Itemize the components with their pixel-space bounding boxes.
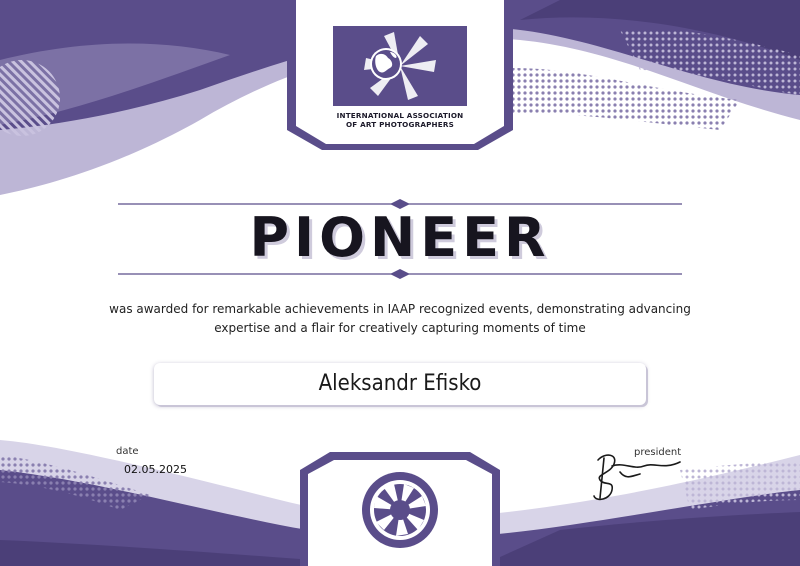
date-value: 02.05.2025 [124, 463, 187, 476]
organization-name [318, 111, 482, 129]
president-label: president [634, 447, 682, 458]
recipient-name: Aleksandr Efisko [318, 371, 482, 396]
title-rule-bottom [118, 269, 682, 279]
recipient-name-box [154, 363, 646, 405]
award-title: PIONEER [249, 206, 551, 269]
organization-name-line2: OF ART PHOTOGRAPHERS [345, 120, 454, 129]
bottom-seal-badge [300, 452, 500, 566]
date-label: date [116, 446, 139, 457]
award-description: was awarded for remarkable achievements in IAAP recognized events, demonstrating advancing expertise and a flair for creatively capturing moments of time [109, 302, 691, 335]
organization-name-line1: INTERNATIONAL ASSOCIATION [336, 111, 464, 120]
